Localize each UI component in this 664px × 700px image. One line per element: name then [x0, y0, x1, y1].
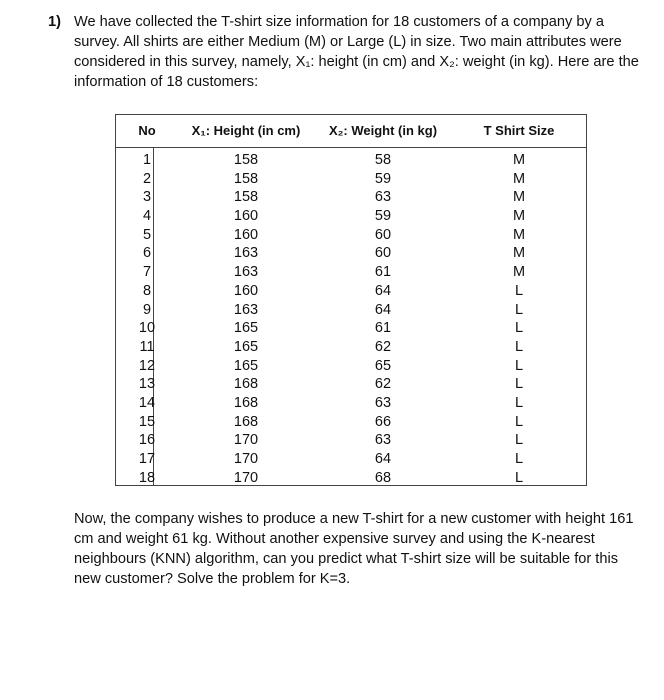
table-header — [116, 115, 586, 148]
cell-size: L — [514, 282, 524, 299]
cell-weight: 63 — [374, 189, 392, 206]
cell-size: L — [514, 338, 524, 355]
cell-weight: 65 — [374, 357, 392, 374]
cell-no: 16 — [138, 432, 156, 449]
table-row — [116, 319, 586, 338]
cell-size: M — [512, 152, 526, 168]
cell-no: 14 — [138, 394, 156, 411]
cell-height: 160 — [233, 226, 259, 243]
cell-height: 168 — [233, 376, 259, 393]
header-height: X₁: Height (in cm) — [191, 123, 301, 138]
question-number: 1) — [48, 14, 61, 30]
table-row — [116, 301, 586, 320]
cell-no: 12 — [138, 357, 156, 374]
table-row — [116, 431, 586, 450]
cell-height: 168 — [233, 394, 259, 411]
table-row — [116, 338, 586, 357]
table-row — [116, 375, 586, 394]
cell-size: L — [514, 320, 524, 337]
cell-no: 9 — [142, 301, 152, 318]
cell-height: 165 — [233, 357, 259, 374]
cell-height: 170 — [233, 451, 259, 467]
table-row — [116, 170, 586, 189]
cell-height: 163 — [233, 245, 259, 262]
cell-size: M — [512, 170, 526, 187]
cell-height: 160 — [233, 282, 259, 299]
table-row — [116, 357, 586, 376]
cell-size: L — [514, 357, 524, 374]
header-no: No — [138, 123, 156, 138]
table-body — [116, 151, 586, 487]
cell-size: M — [512, 245, 526, 262]
table-row — [116, 207, 586, 226]
cell-weight: 66 — [374, 413, 392, 430]
table-row — [116, 263, 586, 282]
table-row — [116, 394, 586, 413]
cell-no: 10 — [138, 320, 156, 337]
cell-weight: 61 — [374, 264, 392, 281]
cell-size: M — [512, 264, 526, 281]
cell-weight: 59 — [374, 208, 392, 225]
cell-no: 8 — [142, 282, 152, 299]
cell-weight: 62 — [374, 376, 392, 393]
question-block — [48, 12, 648, 92]
cell-weight: 62 — [374, 338, 392, 355]
cell-weight: 64 — [374, 451, 392, 467]
cell-height: 158 — [233, 189, 259, 206]
cell-no: 4 — [142, 208, 152, 225]
cell-height: 170 — [233, 469, 259, 486]
cell-weight: 59 — [374, 170, 392, 187]
header-weight: X₂: Weight (in kg) — [328, 123, 438, 138]
cell-no: 1 — [142, 152, 152, 168]
cell-no: 6 — [142, 245, 152, 262]
cell-size: L — [514, 432, 524, 449]
cell-no: 15 — [138, 413, 156, 430]
table-row — [116, 151, 586, 170]
table-row — [116, 450, 586, 469]
followup-question-text: Now, the company wishes to produce a new T-shirt for a new customer with height 161 cm and weight 61 kg. Without another expensive survey and using the K-nearest neighbours (KNN) algorithm, can you predict what T-shirt size will be suitable for this new customer? Solve the problem for K=3. — [74, 511, 634, 587]
cell-no: 2 — [142, 170, 152, 187]
table-row — [116, 226, 586, 245]
cell-height: 170 — [233, 432, 259, 449]
cell-size: M — [512, 208, 526, 225]
cell-weight: 60 — [374, 226, 392, 243]
cell-size: M — [512, 189, 526, 206]
cell-weight: 63 — [374, 432, 392, 449]
cell-height: 165 — [233, 320, 259, 337]
cell-weight: 61 — [374, 320, 392, 337]
cell-size: L — [514, 451, 524, 467]
cell-weight: 63 — [374, 394, 392, 411]
cell-height: 158 — [233, 170, 259, 187]
cell-size: L — [514, 394, 524, 411]
cell-height: 163 — [233, 301, 259, 318]
table-row — [116, 244, 586, 263]
cell-weight: 58 — [374, 152, 392, 168]
cell-no: 3 — [142, 189, 152, 206]
cell-size: M — [512, 226, 526, 243]
cell-weight: 60 — [374, 245, 392, 262]
question-intro-text: We have collected the T-shirt size information for 18 customers of a company by a survey. All shirts are either Medium (M) or Large (L) in size. Two main attributes were considered in this survey, namely, X₁: height (in cm) and X₂: weight (in kg). Here are the information of 18 customers: — [74, 14, 639, 90]
cell-no: 11 — [139, 338, 155, 355]
cell-height: 163 — [233, 264, 259, 281]
cell-size: L — [514, 301, 524, 318]
cell-weight: 68 — [374, 469, 392, 486]
cell-no: 13 — [138, 376, 156, 393]
header-tshirt-size: T Shirt Size — [483, 123, 555, 138]
cell-no: 7 — [142, 264, 152, 281]
cell-height: 160 — [233, 208, 259, 225]
cell-weight: 64 — [374, 301, 392, 318]
cell-size: L — [514, 376, 524, 393]
table-row — [116, 282, 586, 301]
customer-data-table — [115, 114, 587, 486]
cell-no: 5 — [142, 226, 152, 243]
cell-size: L — [514, 469, 524, 486]
cell-no: 17 — [138, 451, 156, 467]
cell-height: 168 — [233, 413, 259, 430]
cell-height: 165 — [233, 338, 259, 355]
cell-size: L — [514, 413, 524, 430]
cell-weight: 64 — [374, 282, 392, 299]
cell-height: 158 — [233, 152, 259, 168]
table-row — [116, 469, 586, 488]
cell-no: 18 — [138, 469, 156, 486]
table-row — [116, 413, 586, 432]
table-row — [116, 188, 586, 207]
